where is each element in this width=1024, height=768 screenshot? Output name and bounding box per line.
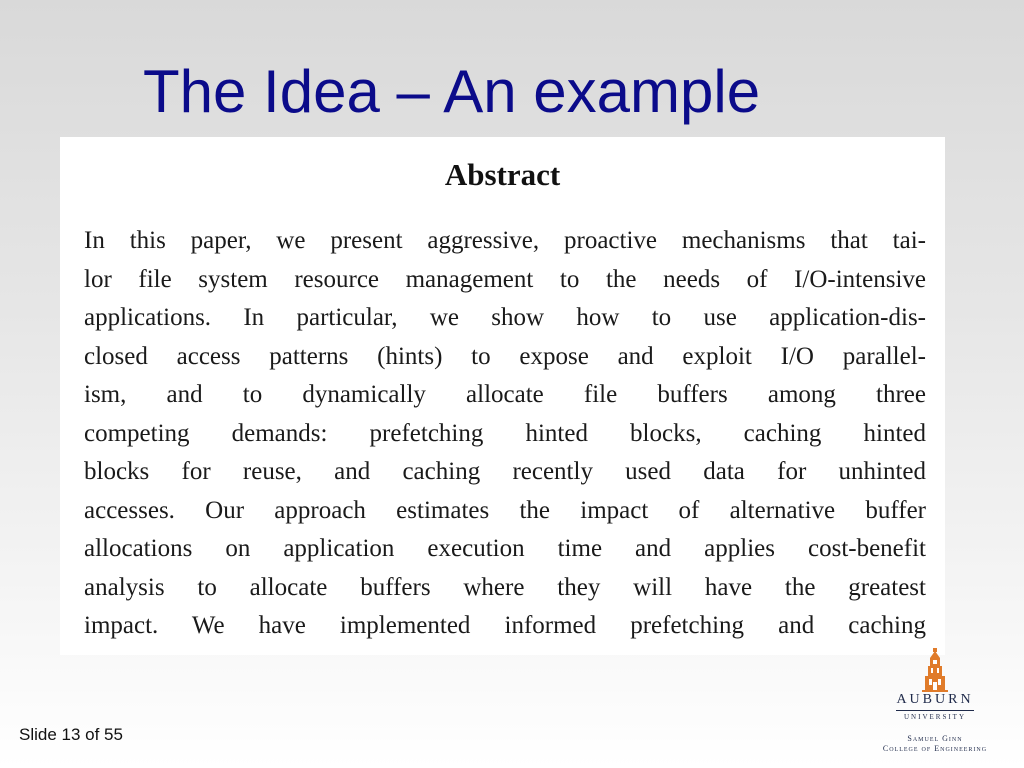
slide-counter: Slide 13 of 55	[19, 725, 123, 744]
abstract-line: accesses. Our approach estimates the impact of alternative buffer	[84, 496, 926, 524]
tower-icon	[922, 648, 948, 692]
abstract-line: allocations on application execution time and applies cost-benefit	[84, 535, 926, 562]
abstract-text	[84, 222, 926, 646]
abstract-line: In this paper, we present aggressive, proactive mechanisms that tai-	[84, 227, 926, 254]
abstract-line: lor file system resource management to the needs of I/O-intensive	[84, 265, 926, 293]
logo-college-line1: Samuel Ginn	[907, 734, 963, 743]
auburn-logo	[866, 648, 1004, 760]
logo-divider	[896, 710, 974, 711]
abstract-image	[60, 137, 945, 655]
abstract-line: analysis to allocate buffers where they will have the greatest	[84, 573, 926, 601]
logo-college-line2: College of Engineering	[882, 744, 988, 753]
abstract-line: impact. We have implemented informed prefetching and caching	[84, 612, 926, 639]
abstract-line: blocks for reuse, and caching recently used data for unhinted	[84, 458, 926, 485]
slide-title: The Idea – An example	[143, 58, 761, 125]
abstract-line: ism, and to dynamically allocate file buffers among three	[84, 381, 926, 408]
logo-university: UNIVERSITY	[904, 713, 966, 721]
abstract-line: closed access patterns (hints) to expose and exploit I/O parallel-	[84, 342, 926, 370]
abstract-heading: Abstract	[444, 157, 561, 192]
abstract-line: applications. In particular, we show how to use application-dis-	[84, 304, 926, 331]
abstract-line: competing demands: prefetching hinted blocks, caching hinted	[84, 419, 926, 447]
logo-name: AUBURN	[896, 692, 974, 707]
